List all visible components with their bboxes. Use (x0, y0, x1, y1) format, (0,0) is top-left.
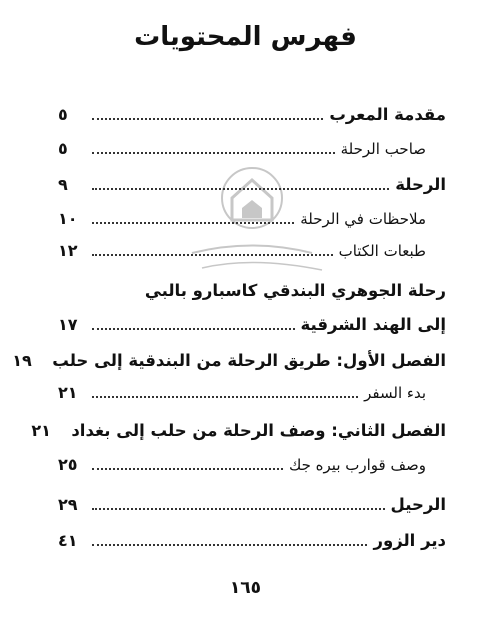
entry-title: الرحيل (390, 495, 446, 514)
entry-page-number: ٢٥ (58, 455, 78, 474)
toc-entry (31, 418, 446, 442)
toc-entry (58, 102, 446, 126)
toc-entry (58, 528, 446, 552)
toc-entry (58, 452, 446, 476)
entry-title: إلى الهند الشرقية (300, 315, 446, 334)
entry-page-number: ٥ (58, 105, 68, 124)
entry-page-number: ٢١ (31, 421, 51, 440)
entry-page-number: ٢٩ (58, 495, 78, 514)
entry-title: مقدمة المعرب (329, 105, 446, 124)
leader-dots (92, 327, 295, 330)
entry-title: بدء السفر (364, 384, 426, 402)
leader-dots (92, 221, 294, 224)
entry-page-number: ١٩ (12, 351, 32, 370)
toc-entry (58, 492, 446, 516)
entry-page-number: ١٢ (58, 241, 78, 260)
toc-entry (58, 380, 446, 404)
toc-entry-title-line: رحلة الجوهري البندقي كاسبارو بالبي (144, 281, 446, 300)
entry-title: الفصل الثاني: وصف الرحلة من حلب إلى بغداد (71, 421, 446, 440)
entry-title: دير الزور (373, 531, 446, 550)
leader-dots (92, 151, 335, 154)
entry-title: الفصل الأول: طريق الرحلة من البندقية إلى حلب (52, 351, 446, 370)
leader-dots (92, 543, 367, 546)
leader-dots (92, 253, 333, 256)
leader-dots (92, 395, 358, 398)
leader-dots (92, 507, 385, 510)
toc-entry (58, 312, 446, 336)
toc-entry (58, 136, 446, 160)
entry-page-number: ١٧ (58, 315, 78, 334)
entry-page-number: ٢١ (58, 383, 78, 402)
entry-title: صاحب الرحلة (340, 140, 426, 158)
entry-page-number: ٤١ (58, 531, 78, 550)
entry-page-number: ٩ (58, 175, 68, 194)
entry-page-number: ٥ (58, 139, 68, 158)
leader-dots (92, 467, 283, 470)
entry-title: طبعات الكتاب (338, 242, 426, 260)
leader-dots (92, 187, 389, 190)
entry-title: الرحلة (395, 175, 446, 194)
page-number: ١٦٥ (229, 578, 262, 598)
entry-title: ملاحظات في الرحلة (300, 210, 426, 228)
entry-page-number: ١٠ (58, 209, 78, 228)
toc-entry (58, 206, 446, 230)
toc-entry (12, 348, 446, 372)
toc-entry (58, 172, 446, 196)
entry-title: وصف قوارب بيره جك (288, 456, 426, 474)
toc-entry (58, 238, 446, 262)
page-title: فهرس المحتويات (134, 22, 357, 52)
leader-dots (92, 117, 323, 120)
